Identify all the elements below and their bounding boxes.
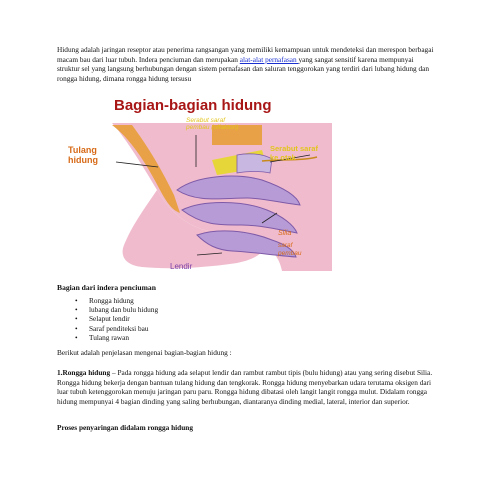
section-title: Bagian dari indera penciuman [57,283,156,292]
label-bone [68,145,98,165]
nose-anatomy-figure [62,95,337,275]
intro-text: Hidung adalah jaringan reseptor atau penerima rangsangan yang memiliki kemampuan untuk mendeteksi dan merespon berbagai macam bau dari luar tubuh. Indera penciuman dan merupakan [57,45,434,64]
figure-title: Bagian-bagian hidung [114,97,272,114]
label-nerve-line1: Serabut saraf [270,144,318,153]
list-item: • Selaput lendir [57,314,158,323]
parts-list [57,296,158,342]
intro-text-continued: yang sangat sensitif karena mempunyai struktur sel yang langsung berhubungan dengan sistem pernafasan dan saluran tenggorokan yang terdiri dari lubang hidung dan rongga hidung, dimana rongga hidung tersusu [57,54,430,83]
intro-paragraph [57,45,437,83]
list-item: • Tulang rawan [57,333,158,342]
label-cilia: Silia [278,230,292,237]
list-item: • Saraf penditeksi bau [57,324,158,333]
nasal-cavity-text: – Pada rongga hidung ada selaput lendir dan rambut rambut tipis (bulu hidung) atau yang sering disebut Silia. Rongga hidung bekerja dengan bantuan tulang hidung dan tengkorak. Rongga hidung menyebarkan udara terutama oksigen dari luar tubuh ketenggorokan menuju jaringan paru paru. Rongga hidung dibatasi oleh langit langit rongga mulut. Didalam rongga hidung mempunyai 4 bagian dinding yang saling berhubungan, diantaranya dinding medial, lateral, interior dan superior. [57,368,433,406]
explanation-intro: Berikut adalah penjelasan mengenai bagian-bagian hidung : [57,348,232,357]
label-smell-line2: pembau [278,250,302,257]
nasal-cavity-paragraph [57,368,437,406]
label-nerve-line2: ke otak [270,153,296,162]
label-olfactory [185,117,238,131]
label-bone-line1: Tulang [68,145,97,155]
respiratory-link[interactable]: alat-alat pernafasan [239,54,299,64]
olfactory-bulb [237,154,272,173]
label-olfactory-text-2: pembau (olfaktori) [186,124,239,131]
nasal-cavity-heading: 1.Rongga hidung [57,368,111,377]
label-olfactory-text: Serabut saraf [186,117,226,124]
list-item: • lubang dan bulu hidung [57,305,158,314]
filtering-heading: Proses penyaringan didalam rongga hidung [57,423,193,432]
list-item: • Rongga hidung [57,296,158,305]
label-bone-line2: hidung [68,155,98,165]
label-mucus: Lendir [170,262,193,271]
label-smell-line1: saraf [278,242,293,249]
